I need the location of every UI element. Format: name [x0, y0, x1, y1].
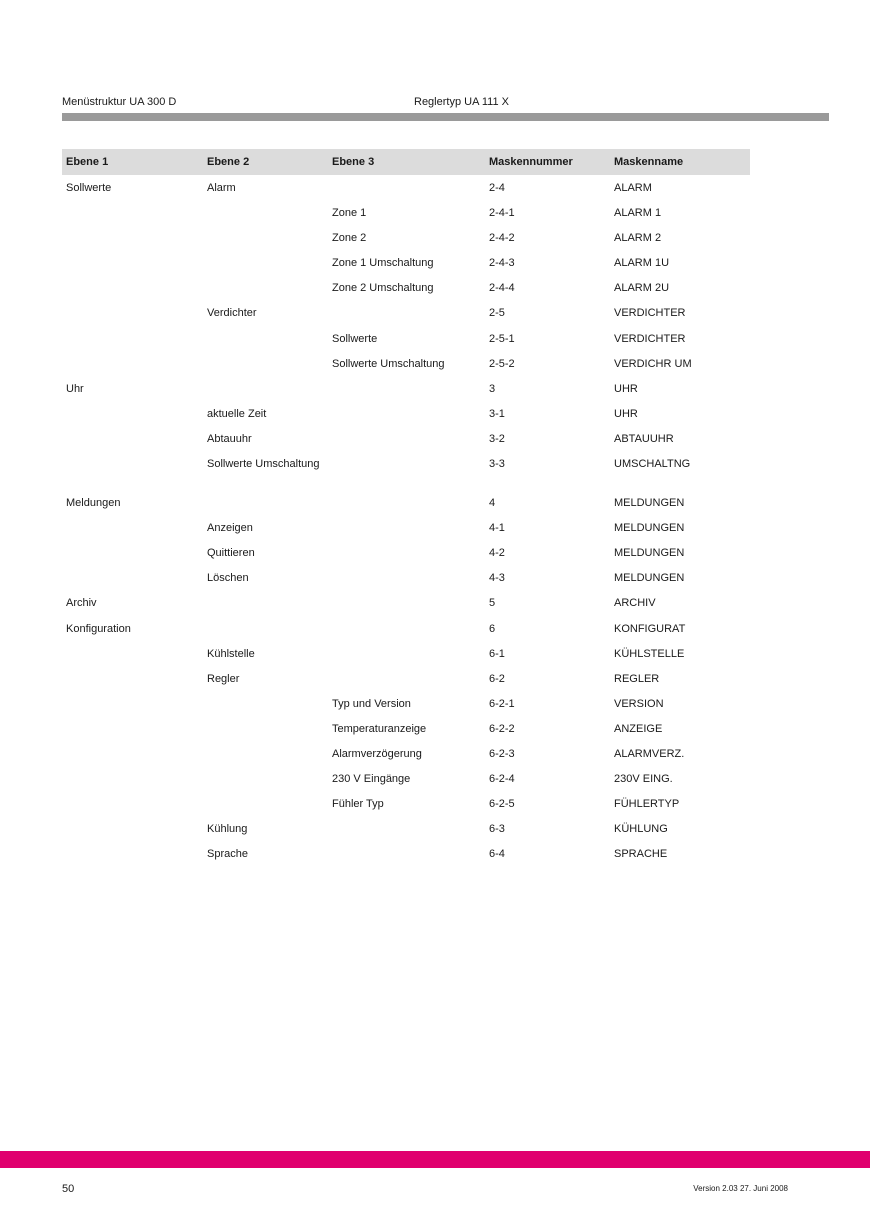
cell-ebene-1: Uhr: [66, 382, 84, 395]
cell-ebene-2: [202, 716, 326, 741]
cell-ebene-1: [62, 841, 202, 866]
cell-maskenname: ARCHIV: [614, 597, 656, 610]
cell-ebene-1: Sollwerte: [66, 182, 112, 194]
cell-maskenname: KONFIGURAT: [614, 622, 686, 635]
cell-maskennummer: 6-2-3: [489, 747, 515, 760]
cell-ebene-2: [202, 225, 326, 250]
column-header-ebene-2: Ebene 2: [207, 156, 250, 168]
table-row: [62, 841, 750, 866]
cell-ebene-2: [202, 616, 326, 641]
cell-ebene-2: aktuelle Zeit: [207, 407, 267, 420]
cell-maskenname: 230V EING.: [614, 773, 673, 786]
cell-ebene-1: [62, 691, 202, 716]
cell-maskennummer: 2-4: [489, 182, 505, 194]
cell-ebene-3: Zone 2 Umschaltung: [332, 282, 434, 295]
cell-maskenname: UMSCHALTNG: [614, 458, 691, 471]
cell-maskennummer: 2-5-2: [489, 357, 515, 370]
cell-maskennummer: 6-4: [489, 848, 505, 861]
table-row: [62, 791, 750, 816]
cell-ebene-2: [202, 490, 326, 515]
cell-maskennummer: 2-5: [489, 307, 505, 320]
cell-ebene-2: [202, 351, 326, 376]
version-info: Version 2.03 27. Juni 2008: [693, 1184, 788, 1193]
cell-ebene-3: Alarmverzögerung: [332, 747, 422, 760]
table-row: [62, 451, 750, 490]
cell-ebene-1: [62, 666, 202, 691]
cell-ebene-1: [62, 540, 202, 565]
table-row: [62, 376, 750, 401]
cell-ebene-1: [62, 515, 202, 540]
cell-ebene-3: Typ und Version: [332, 697, 411, 710]
cell-maskenname: MELDUNGEN: [614, 547, 685, 560]
cell-ebene-2: Abtauuhr: [207, 432, 252, 445]
table-body: [62, 175, 750, 866]
cell-maskennummer: 4-3: [489, 572, 505, 585]
table-row: [62, 716, 750, 741]
cell-ebene-3: 230 V Eingänge: [332, 773, 411, 786]
cell-ebene-1: [62, 225, 202, 250]
cell-ebene-2: Anzeigen: [207, 522, 253, 535]
cell-ebene-1: [62, 451, 202, 490]
cell-maskennummer: 4: [489, 497, 496, 510]
cell-ebene-3: [326, 490, 483, 515]
table-row: [62, 225, 750, 250]
cell-ebene-1: Konfiguration: [66, 622, 131, 635]
cell-ebene-2: [202, 250, 326, 275]
cell-ebene-3: [326, 451, 483, 490]
cell-ebene-3: [326, 841, 483, 866]
cell-ebene-1: [62, 816, 202, 841]
cell-maskennummer: 3: [489, 382, 496, 395]
cell-ebene-3: [326, 590, 483, 615]
cell-maskenname: UHR: [614, 407, 638, 420]
cell-ebene-3: [326, 641, 483, 666]
table-row: [62, 175, 750, 200]
cell-maskennummer: 6-2-1: [489, 697, 515, 710]
cell-maskenname: KÜHLSTELLE: [614, 647, 685, 660]
cell-maskennummer: 3-1: [489, 407, 505, 420]
cell-ebene-2: [202, 791, 326, 816]
cell-maskennummer: 2-4-4: [489, 282, 515, 295]
table-row: [62, 250, 750, 275]
table-row: [62, 515, 750, 540]
table-row: [62, 565, 750, 590]
cell-ebene-3: Zone 1 Umschaltung: [332, 257, 434, 270]
cell-maskennummer: 6-2-5: [489, 798, 515, 811]
table-row: [62, 590, 750, 615]
cell-maskenname: ABTAUUHR: [614, 432, 674, 445]
cell-ebene-3: [326, 515, 483, 540]
cell-ebene-3: Temperaturanzeige: [332, 722, 427, 735]
cell-maskenname: ALARM 1: [614, 207, 662, 220]
cell-ebene-1: [62, 200, 202, 225]
cell-ebene-1: [62, 300, 202, 325]
cell-ebene-2: [202, 376, 326, 401]
cell-maskenname: VERDICHTER: [614, 307, 686, 320]
cell-maskennummer: 4-1: [489, 522, 505, 535]
cell-ebene-1: [62, 326, 202, 351]
cell-maskenname: ALARMVERZ.: [614, 747, 685, 760]
cell-maskenname: KÜHLUNG: [614, 823, 668, 836]
cell-maskenname: FÜHLERTYP: [614, 798, 680, 811]
cell-maskennummer: 4-2: [489, 547, 505, 560]
page-number: 50: [62, 1183, 75, 1195]
table-row: [62, 426, 750, 451]
cell-ebene-3: [326, 401, 483, 426]
cell-ebene-2: [202, 200, 326, 225]
cell-ebene-3: [326, 666, 483, 691]
cell-maskenname: VERSION: [614, 697, 664, 710]
cell-maskennummer: 6: [489, 622, 496, 635]
cell-maskenname: MELDUNGEN: [614, 572, 685, 585]
cell-maskenname: VERDICHR UM: [614, 357, 692, 370]
cell-ebene-1: [62, 275, 202, 300]
cell-ebene-3: [326, 376, 483, 401]
cell-ebene-1: [62, 401, 202, 426]
table-row: [62, 326, 750, 351]
cell-ebene-2: [202, 766, 326, 791]
cell-ebene-3: [326, 300, 483, 325]
cell-ebene-3: [326, 816, 483, 841]
cell-ebene-2: Alarm: [207, 182, 236, 194]
cell-maskenname: MELDUNGEN: [614, 522, 685, 535]
cell-ebene-2: Kühlstelle: [207, 647, 255, 660]
table-row: [62, 741, 750, 766]
cell-maskennummer: 3-2: [489, 432, 505, 445]
cell-maskennummer: 5: [489, 597, 496, 610]
table-row: [62, 540, 750, 565]
cell-ebene-1: [62, 741, 202, 766]
column-header-maskennummer: Maskennummer: [489, 156, 573, 168]
cell-ebene-2: [202, 590, 326, 615]
cell-ebene-1: [62, 565, 202, 590]
table-row: [62, 666, 750, 691]
cell-maskenname: ALARM: [614, 182, 652, 194]
cell-ebene-3: Zone 1: [332, 207, 367, 220]
cell-ebene-2: [202, 326, 326, 351]
table-row: [62, 351, 750, 376]
table-row: [62, 200, 750, 225]
cell-ebene-2: Sollwerte Umschaltung: [207, 458, 320, 471]
table-row: [62, 616, 750, 641]
cell-maskenname: REGLER: [614, 672, 660, 685]
table-row: [62, 766, 750, 791]
cell-maskennummer: 6-3: [489, 823, 505, 836]
cell-maskennummer: 3-3: [489, 458, 505, 471]
cell-ebene-2: Quittieren: [207, 547, 255, 560]
cell-maskenname: ALARM 2: [614, 232, 662, 245]
menu-structure-table: [62, 149, 750, 866]
cell-ebene-1: Meldungen: [66, 497, 121, 510]
cell-maskennummer: 6-1: [489, 647, 505, 660]
cell-maskennummer: 2-4-2: [489, 232, 515, 245]
header-document-title: Menüstruktur UA 300 D: [62, 96, 177, 108]
cell-ebene-3: Zone 2: [332, 232, 367, 245]
column-header-maskenname: Maskenname: [614, 156, 684, 168]
cell-maskennummer: 2-5-1: [489, 332, 515, 345]
footer-accent-bar: [0, 1151, 870, 1168]
cell-ebene-1: [62, 250, 202, 275]
cell-ebene-1: [62, 641, 202, 666]
table-row: [62, 816, 750, 841]
cell-maskennummer: 2-4-1: [489, 207, 515, 220]
cell-maskenname: ALARM 1U: [614, 257, 670, 270]
cell-maskennummer: 6-2-4: [489, 773, 515, 786]
header-controller-type: Reglertyp UA 111 X: [414, 96, 509, 108]
cell-ebene-1: Archiv: [66, 597, 97, 610]
table-row: [62, 300, 750, 325]
cell-ebene-1: [62, 351, 202, 376]
cell-maskenname: VERDICHTER: [614, 332, 686, 345]
cell-maskennummer: 6-2-2: [489, 722, 515, 735]
column-header-ebene-1: Ebene 1: [66, 156, 109, 168]
cell-ebene-2: [202, 691, 326, 716]
cell-maskennummer: 2-4-3: [489, 257, 515, 270]
cell-ebene-3: [326, 616, 483, 641]
table-row: [62, 490, 750, 515]
cell-ebene-1: [62, 766, 202, 791]
cell-ebene-3: Sollwerte: [332, 332, 378, 345]
cell-maskenname: ALARM 2U: [614, 282, 670, 295]
cell-ebene-3: Fühler Typ: [332, 798, 384, 811]
cell-ebene-1: [62, 791, 202, 816]
cell-ebene-3: [326, 540, 483, 565]
cell-ebene-2: Verdichter: [207, 307, 257, 320]
table-row: [62, 641, 750, 666]
table-row: [62, 401, 750, 426]
cell-ebene-2: Regler: [207, 672, 240, 685]
cell-maskennummer: 6-2: [489, 672, 505, 685]
cell-ebene-3: Sollwerte Umschaltung: [332, 357, 445, 370]
column-header-ebene-3: Ebene 3: [332, 156, 375, 168]
cell-ebene-2: [202, 741, 326, 766]
cell-ebene-2: Löschen: [207, 572, 249, 585]
cell-maskenname: ANZEIGE: [614, 722, 663, 735]
cell-ebene-2: [202, 275, 326, 300]
cell-ebene-3: [326, 175, 483, 200]
table-row: [62, 275, 750, 300]
cell-ebene-3: [326, 565, 483, 590]
cell-ebene-3: [326, 426, 483, 451]
header-divider-bar: [62, 113, 829, 121]
cell-ebene-1: [62, 716, 202, 741]
cell-maskenname: MELDUNGEN: [614, 497, 685, 510]
table-row: [62, 691, 750, 716]
cell-ebene-2: Sprache: [207, 848, 248, 861]
cell-ebene-1: [62, 426, 202, 451]
table-header-row: [62, 149, 750, 175]
cell-maskenname: SPRACHE: [614, 848, 668, 861]
cell-maskenname: UHR: [614, 382, 638, 395]
cell-ebene-2: Kühlung: [207, 823, 248, 836]
